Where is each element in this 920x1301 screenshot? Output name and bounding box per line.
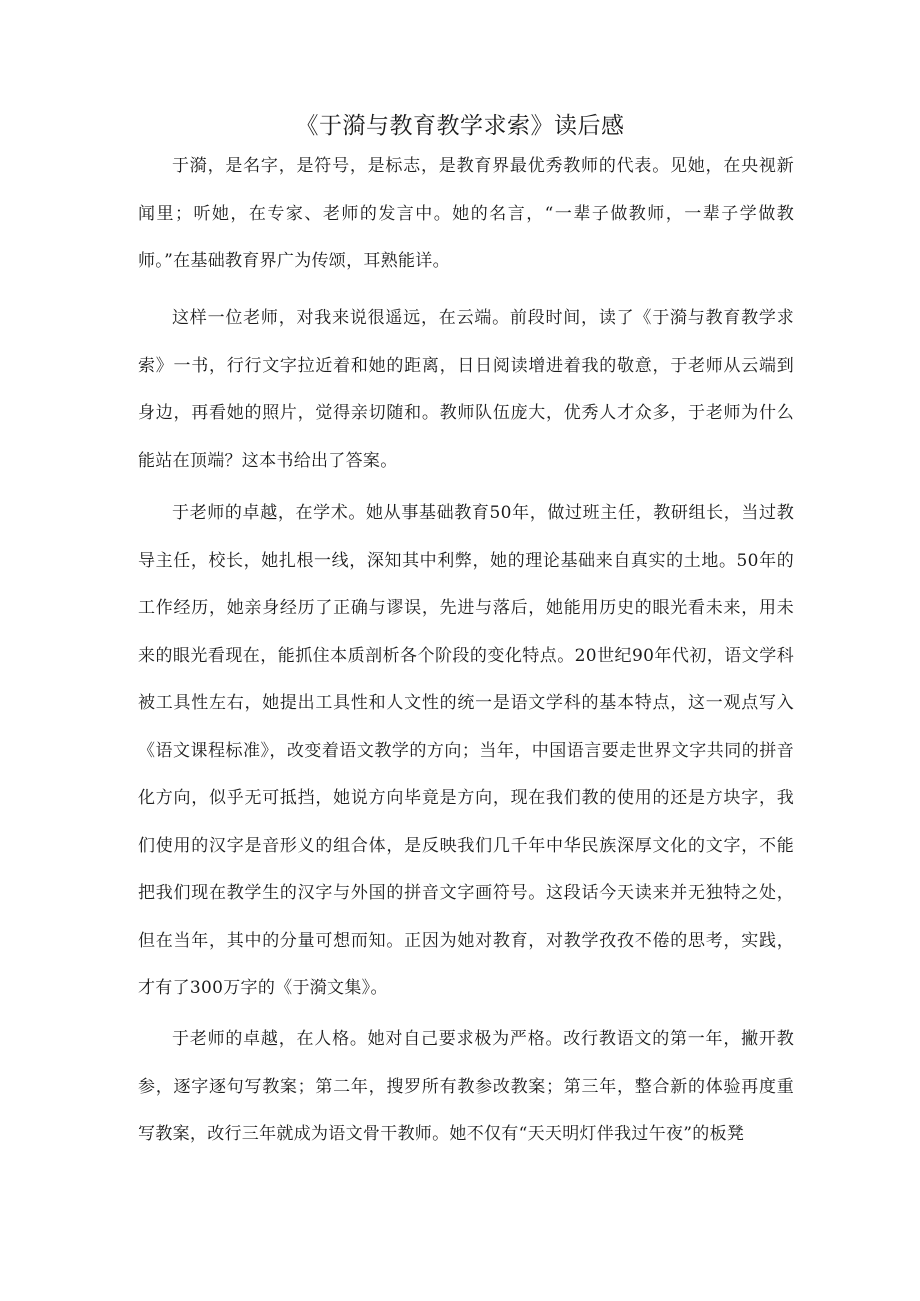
paragraph-3: 于老师的卓越，在学术。她从事基础教育50年，做过班主任，教研组长，当过教导主任，校长，她扎根一线，深知其中利弊，她的理论基础来自真实的土地。50年的工作经历，她亲身经历了正确与谬误，先进与落后，她能用历史的眼光看未来，用未来的眼光看现在，能抓住本质剖析各个阶段的变化特点。20世纪90年代初，语文学科被工具性左右，她提出工具性和人文性的统一是语文学科的基本特点，这一观点写入《语文课程标准》，改变着语文教学的方向；当年，中国语言要走世界文字共同的拼音化方向，似乎无可抵挡，她说方向毕竟是方向，现在我们教的使用的还是方块字，我们使用的汉字是音形义的组合体，是反映我们几千年中华民族深厚文化的文字，不能把我们现在教学生的汉字与外国的拼音文字画符号。这段话今天读来并无独特之处，但在当年，其中的分量可想而知。正因为她对教育，对教学孜孜不倦的思考，实践，才有了300万字的《于漪文集》。 [138,503,794,998]
paragraph-2: 这样一位老师，对我来说很遥远，在云端。前段时间，读了《于漪与教育教学求索》一书，行行文字拉近着和她的距离，日日阅读增进着我的敬意，于老师从云端到身边，再看她的照片，觉得亲切随和。教师队伍庞大，优秀人才众多，于老师为什么能站在顶端？这本书给出了答案。 [138,308,794,471]
paragraph-4: 于老师的卓越，在人格。她对自己要求极为严格。改行教语文的第一年，撇开教参，逐字逐句写教案；第二年，搜罗所有教参改教案；第三年，整合新的体验再度重写教案，改行三年就成为语文骨干教师。她不仅有“天天明灯伴我过午夜”的板凳 [138,1029,794,1144]
document-title: 《于漪与教育教学求索》读后感 [295,113,625,139]
paragraph-1: 于漪，是名字，是符号，是标志，是教育界最优秀教师的代表。见她，在央视新闻里；听她，在专家、老师的发言中。她的名言，“一辈子做教师，一辈子学做教师。”在基础教育界广为传颂，耳熟能详。 [138,156,794,271]
